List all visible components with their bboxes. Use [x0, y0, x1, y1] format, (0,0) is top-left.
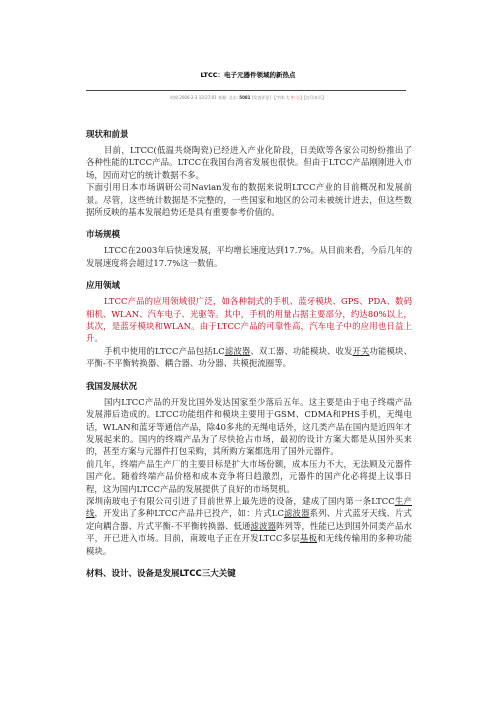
section-status: [86, 128, 412, 218]
section-market-size: [86, 228, 412, 269]
paragraph: [86, 345, 412, 370]
section-china-status: [86, 380, 412, 557]
section-key-factors: [86, 567, 412, 581]
paragraph: 目前，LTCC(低温共烧陶瓷)已经进入产业化阶段，日美欧等各家公司纷纷推出了各种性能的LTCC产品。LTCC在我国台湾省发展也很快。但由于LTCC产品刚刚进入市场，因而对它的统计数据不多。: [86, 145, 412, 180]
article-meta: [0, 95, 496, 101]
substrate-link[interactable]: 基板: [299, 533, 318, 544]
meta-hits: 5081: [239, 95, 251, 100]
section-heading: 材料、设计、设备是发展LTCC三大关键: [86, 568, 236, 579]
paragraph: [86, 495, 412, 557]
text-run: 阵列等，性能已达到国外同类产品水平，开已进入市场。目前，南玻电子正在开发LTCC多层: [86, 520, 412, 544]
paragraph-highlight: LTCC产品的应用领域很广泛，如各种制式的手机、蓝牙模块、GPS、PDA、数码相机、WLAN、汽车电子、光驱等。其中，手机的用量占据主要部分，约达80%以上，其次，是蓝牙模块和WLAN。由于LTCC产品的可靠性高，汽车电子中的应用也日益上升。: [86, 296, 412, 344]
meta-comment-link[interactable]: [发表评论]: [251, 95, 271, 100]
article-title: LTCC：电子元器件领域的新热点: [200, 71, 296, 79]
section-applications: [86, 279, 412, 369]
text-run: 功能模块、平衡-不平衡转换器、耦合器、功分器、共模扼流圈等。: [86, 345, 412, 369]
text-run: 深圳南玻电子有限公司引进了目前世界上最先进的设备，建成了国内第一条LTCC: [86, 495, 395, 506]
section-heading: 现状和前景: [86, 130, 129, 140]
paragraph: 下面引用日本市场调研公司Navian发布的数据来说明LTCC产业的目前概况和发展前景。尽管，这些统计数据是不完整的，一些国家和地区的公司未被统计进去，但这些数据所反映的基本发展趋势还是具有重要参考价值的。: [86, 182, 412, 218]
paragraph: 前几年，终端产品生产厂的主要目标是扩大市场份额，成本压力不大，无法顾及元器件国产化。随着终端产品价格和成本竞争将日趋激烈，元器件的国产化必将提上议事日程，这为国内LTCC产品的发展提供了良好的市场契机。: [86, 458, 412, 494]
section-heading: 我国发展状况: [86, 381, 138, 392]
filter-link[interactable]: 滤波器: [224, 345, 251, 356]
meta-font-label: 【字体:: [272, 95, 286, 100]
section-heading: 市场规模: [86, 230, 121, 241]
production-line-link[interactable]: 生产线: [86, 495, 412, 519]
meta-from: 来源:: [218, 95, 228, 100]
section-heading: 应用领域: [86, 281, 121, 292]
font-size-small-link[interactable]: 小: [296, 95, 301, 100]
text-run: 和无线传输用的多种功能模块。: [86, 533, 412, 556]
print-page-link[interactable]: 】【打印本页】: [300, 95, 327, 100]
text-run: 、双工器、功能模块、收发: [250, 345, 353, 356]
paragraph: LTCC在2003年后快速发展，平均增长速度达到17.7%。从目前来看，今后几年的发展速度将会超过17.7%这一数值。: [86, 245, 412, 268]
paragraph: 国内LTCC产品的开发比国外发达国家至少落后五年。这主要是由于电子终端产品发展滞后造成的。LTCC功能组件和模块主要用于GSM、CDMA和PHS手机，无绳电话，WLAN和蓝牙等通信产品，除40多兆的无绳电话外，这几类产品在国内是近四年才发展起来的。国内的终端产品为了尽快抢占市场，最初的设计方案大都是从国外买来的，甚至方案与元器件打包采购，其所购方案都选用了国外元器件。: [86, 396, 412, 457]
font-size-big-link[interactable]: 大: [285, 95, 290, 100]
switch-link[interactable]: 开关: [352, 345, 370, 356]
title-divider: [86, 90, 406, 91]
text-run: ，开发出了多种LTCC产品并已投产，如：片式LC: [94, 508, 284, 519]
text-run: 手机中使用的LTCC产品包括LC: [104, 345, 225, 356]
text-run: 系列、片式蓝牙天线、片式定向耦合器、片式平衡-不平衡转换器、低通: [86, 508, 412, 531]
font-size-mid-link[interactable]: 中: [290, 95, 295, 100]
filter-link[interactable]: 滤波器: [283, 508, 310, 519]
meta-time: 时间:2006-2-3 13:27:01: [169, 95, 217, 100]
meta-hits-label: 点击:: [228, 95, 238, 100]
article-body: [86, 128, 412, 591]
filter-link[interactable]: 滤波器: [250, 520, 277, 531]
